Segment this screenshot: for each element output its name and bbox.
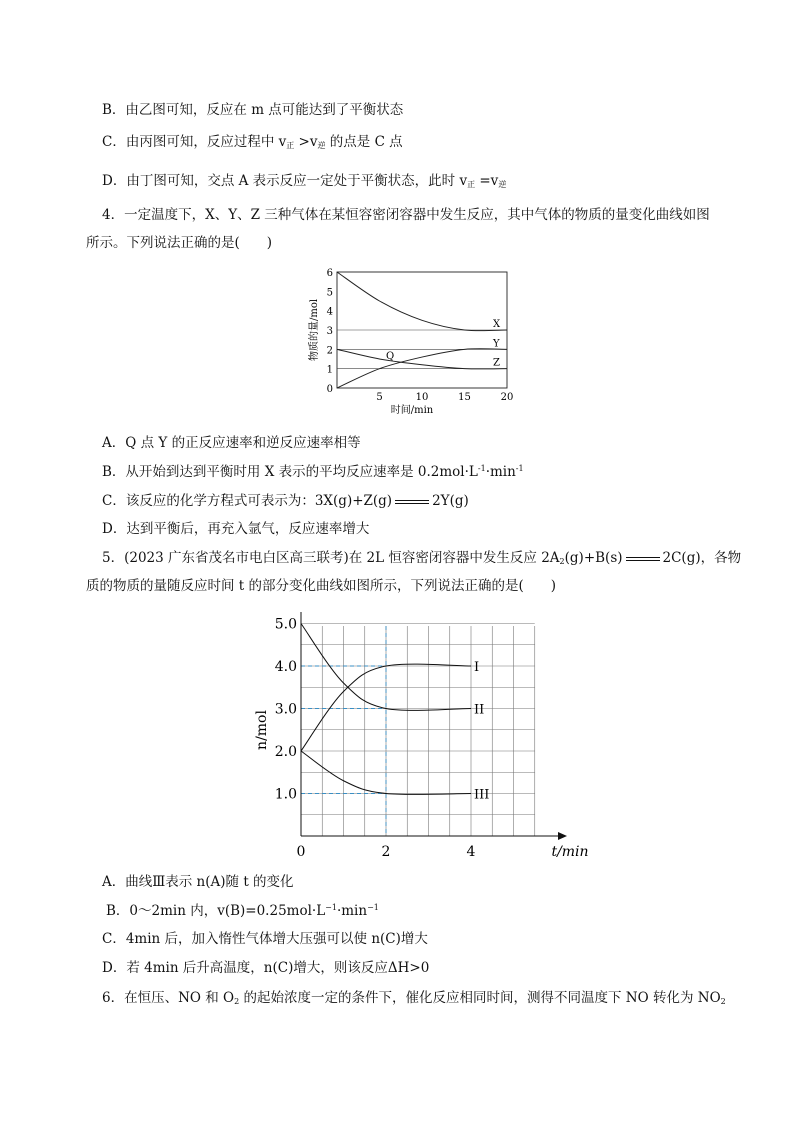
q4-series-label: Y — [493, 338, 500, 350]
q4-y-tick-label: 3 — [326, 326, 333, 337]
q4-y-tick-label: 4 — [326, 306, 333, 318]
q5-series-label: II — [474, 702, 485, 718]
q4-series-label: X — [493, 319, 501, 330]
q4-series-label: Z — [493, 357, 500, 369]
q4-x-tick-label: 10 — [415, 392, 429, 403]
q4-point-q-label: Q — [386, 351, 395, 362]
q4-x-tick-label: 20 — [500, 392, 514, 403]
q4-x-tick-label: 15 — [458, 392, 471, 403]
q5-option-b: B．0～2min 内，$v(B)=0.25mol\cdot L^{-1}\cdot\min^{-1}$ — [106, 903, 379, 919]
q5-option-d: D．若 4min 后升高温度，n(C)增大，则该反应ΔH>0 — [102, 960, 430, 976]
reversible-arrow-icon — [395, 497, 429, 507]
q4-chart-ylabel: 物质的量/mol — [309, 298, 320, 362]
q6-stem-line-1: 6．在恒压、NO 和 $O_2$ 的起始浓度一定的条件下，催化反应相同时间，测得不同温度下 NO 转化为 $NO_2$ — [102, 990, 726, 1006]
q4-series-z — [337, 349, 507, 369]
reversible-arrow-icon — [626, 554, 660, 564]
q4-x-tick-label: 5 — [376, 392, 383, 403]
q5-x-tick-label: 0 — [296, 844, 306, 860]
x-axis-arrow-icon — [558, 832, 567, 840]
q5-y-tick-label: 5.0 — [274, 616, 297, 633]
q5-stem-line-1: 5．(2023 广东省茂名市电白区高三联考)在 2L 恒容密闭容器中发生反应 $2A_2(g)+B(s)$ 2C(g)，各物 — [102, 550, 742, 566]
q5-chart-ylabel: n/mol — [254, 710, 270, 750]
q4-option-c: C．该反应的化学方程式可表示为：3X(g)+Z(g) 2Y(g) — [102, 493, 469, 509]
q5-y-tick-label: 3.0 — [274, 701, 297, 718]
q5-chart-xlabel: t/min — [551, 844, 589, 860]
q5-x-tick-label: 4 — [466, 844, 476, 860]
q3-option-b: B．由乙图可知，反应在 m 点可能达到了平衡状态 — [102, 102, 404, 118]
q5-option-a: A．曲线Ⅲ表示 n(A)随 t 的变化 — [102, 874, 294, 890]
q4-y-tick-label: 2 — [326, 345, 333, 357]
q4-y-tick-label: 0 — [326, 384, 333, 395]
q4-stem-line-1: 4．一定温度下，X、Y、Z 三种气体在某恒容密闭容器中发生反应，其中气体的物质的量变化曲线如图 — [102, 207, 710, 223]
q4-option-d: D．达到平衡后，再充入氩气，反应速率增大 — [102, 521, 370, 537]
q4-series-x — [337, 272, 507, 331]
q3-option-d: D．由丁图可知，交点 A 表示反应一定处于平衡状态，此时 $v_正 =v_逆$ — [102, 173, 507, 189]
q5-y-tick-label: 4.0 — [274, 659, 297, 675]
q5-x-tick-label: 2 — [381, 844, 391, 860]
q5-series-label: III — [474, 787, 490, 803]
q3-option-c: C．由丙图可知，反应过程中 $v_正 >v_逆$ 的点是 C 点 — [102, 134, 403, 150]
q5-chart — [240, 608, 589, 870]
q5-y-tick-label: 1.0 — [274, 786, 297, 803]
q5-stem-line-2: 质的物质的量随反应时间 t 的部分变化曲线如图所示，下列说法正确的是( ) — [86, 578, 557, 594]
q4-stem-line-2: 所示。下列说法正确的是( ) — [86, 235, 273, 251]
q5-series-label: I — [474, 660, 480, 675]
q4-chart-xlabel: 时间/min — [390, 405, 434, 416]
q4-y-tick-label: 1 — [326, 364, 333, 376]
q4-y-tick-label: 6 — [326, 268, 333, 279]
q4-option-a: A．Q 点 Y 的正反应速率和逆反应速率相等 — [102, 435, 361, 451]
q4-y-tick-label: 5 — [326, 287, 333, 299]
q4-chart — [300, 262, 530, 420]
q5-y-tick-label: 2.0 — [274, 744, 297, 760]
q4-option-b: B．从开始到达到平衡时用 X 表示的平均反应速率是 $0.2mol\cdot L^{-1}\cdot\min^{-1}$ — [102, 464, 524, 480]
q5-option-c: C．4min 后，加入惰性气体增大压强可以使 n(C)增大 — [102, 931, 428, 947]
